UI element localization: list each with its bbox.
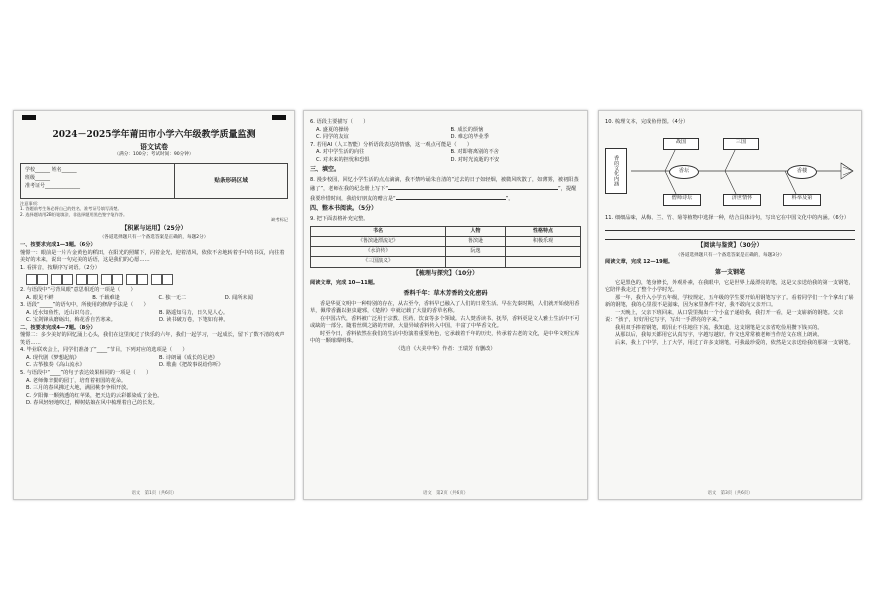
answer-line[interactable] bbox=[605, 223, 855, 231]
student-info-box bbox=[20, 163, 288, 199]
section-note: （各道选择题只有一个备选答案是正确的，每题3分） bbox=[675, 252, 785, 258]
barcode-area: 贴条形码区域 bbox=[174, 164, 287, 198]
student-info-fields: 学校______ 姓名______ 班级______ 准考证号______________ bbox=[25, 166, 81, 189]
option[interactable]: D. 读书破万卷，下笔如有神。 bbox=[159, 317, 229, 324]
book-table bbox=[310, 226, 581, 268]
question-4: 4. 毕业联欢会上，同学们准备了“____”节目，下列对应的选项是（ ） bbox=[20, 347, 188, 354]
section-heading: 【梳理与探究】（10分） bbox=[412, 269, 479, 277]
exam-number-label: 准考证号 bbox=[25, 182, 46, 189]
table-header: 性格特点 bbox=[505, 226, 580, 236]
question-7: 7. 若用AI（人工智能）分析语段表达的情感，这一观点可能是（ ） bbox=[310, 141, 473, 148]
article-title: 香料千年：草木芳香的文化密码 bbox=[403, 289, 488, 297]
table-header: 人物 bbox=[445, 226, 505, 236]
article-title: 第一支钢笔 bbox=[714, 268, 745, 276]
option[interactable]: D. 闻所未闻 bbox=[224, 294, 253, 301]
table-row bbox=[311, 257, 581, 267]
question-6: 6. 语段主要描写（ ） bbox=[310, 119, 369, 125]
question-8 bbox=[310, 177, 581, 204]
option[interactable]: B. 成长的烦恼 bbox=[450, 126, 484, 133]
option[interactable]: A. 眼见不鲜 bbox=[26, 294, 54, 301]
option[interactable]: D. 春风轻轻地吹过，柳树姑娘在风中梳理着自己的长发。 bbox=[26, 400, 158, 407]
option[interactable]: C. 对未来的担忧和恐惧 bbox=[316, 156, 370, 163]
option[interactable]: B. 路遥知马力，日久见人心。 bbox=[159, 309, 229, 316]
exam-page-3 bbox=[598, 110, 862, 500]
question-8-text: ”。 bbox=[505, 195, 514, 202]
option[interactable]: B. 千载难逢 bbox=[92, 294, 120, 301]
option[interactable]: A. 老师像辛勤的园丁，培育着祖国的花朵。 bbox=[26, 377, 127, 384]
table-cell[interactable] bbox=[505, 247, 580, 257]
fishbone-node: 僧师诗坛 bbox=[663, 194, 701, 206]
option[interactable]: B. 诗朗诵《成长的足迹》 bbox=[159, 354, 218, 361]
option[interactable]: C. 宝剑锋从磨砺出，梅花香自苦寒来。 bbox=[26, 317, 116, 324]
article-paragraph: 它是黑色的，笔身修长，外观朴素，在我眼中，它是世界上最漂亮的笔，这是父亲送给我的第一支钢笔，它陪伴我走过了整个小学时光。 bbox=[605, 279, 854, 294]
passage: 憧憬二：多少美好的回忆涌上心头，我们在这里度过了快乐的六年，我们一起学习，一起成长，留下了数不清的欢声笑语…… bbox=[20, 332, 285, 346]
table-header: 书名 bbox=[311, 226, 446, 236]
exam-page-2 bbox=[303, 110, 588, 500]
reading-intro: 阅读文章，完成 10—11题。 bbox=[310, 280, 379, 287]
option[interactable]: D. 对时光流逝的不安 bbox=[450, 156, 500, 163]
q6-options bbox=[310, 127, 581, 142]
question-group-heading: 一、按要求完成1—3题。（6分） bbox=[20, 242, 96, 248]
question-2: 2. 与语段中“弓背凤眼”意思相近的一项是（ ） bbox=[20, 287, 136, 294]
passage: 憧憬一：眼前是一片片金黄色的稻田，在阳光的照耀下，闪着金光，迎着清风，依依不舍地转着手中的书页，向往着美好的未来，说出一句完美的话语，这是我们的心愿…… bbox=[20, 249, 285, 264]
option[interactable]: B. 三月的春风拂过大地，满园桃李争相开放。 bbox=[26, 385, 132, 392]
article-paragraph: 时至今日，香料依然在我们的生活中扮演着重要角色，它承载着千年的历史，传承着古老的文化，是中华文明宝库中的一颗璀璨明珠。 bbox=[310, 330, 580, 345]
section-heading: 【阅读与鉴赏】（30分） bbox=[697, 242, 763, 250]
article-paragraph: 那一年，我升入小学五年级，学校规定，五年级的学生要开始用钢笔写字了。看着同学们一个个拿出了崭新的钢笔，我的心里很不是滋味，因为家里条件不好，我不敢向父亲开口。 bbox=[605, 294, 854, 309]
writing-grid[interactable] bbox=[26, 274, 288, 285]
article-source: （选自《大美中华》作者：王瑞芳 有删改） bbox=[395, 345, 496, 352]
article-paragraph: 从那以后，我每天都用它认真写字，字越写越好，作文也常常被老师当作范文在班上朗读。 bbox=[615, 332, 823, 339]
article-paragraph: 在中国古代，香料被广泛用于宗教、医药、饮食等多个领域。古人焚香读书、抚琴，香料更是文人雅士生活中不可或缺的一部分。随着丝绸之路的开辟，大量异域香料传入中国，丰富了中华香文化。 bbox=[310, 315, 580, 330]
question-8-text: 8. 漫步校园，回忆小学生活的点点滴滴，我不禁吟诵朱自清的“过去的日子如轻烟，被微风吹散了，如薄雾，被初阳蒸融了”，老师在我的纪念册上写下“ bbox=[310, 176, 579, 193]
table-row bbox=[311, 247, 581, 257]
table-cell[interactable] bbox=[505, 257, 580, 267]
table-row bbox=[311, 236, 581, 246]
option[interactable]: A. 现代剧《梦想起航》 bbox=[26, 354, 80, 361]
question-group-heading: 三、填空。 bbox=[310, 166, 341, 174]
school-label: 学校 bbox=[25, 166, 36, 173]
exam-title: 2024－2025学年莆田市小学六年级教学质量监测 bbox=[52, 130, 256, 140]
answer-blank[interactable] bbox=[388, 184, 558, 190]
notes-block bbox=[20, 201, 288, 223]
section-heading: 【积累与运用】（25分） bbox=[121, 224, 187, 232]
option[interactable]: A. 近水知鱼性，近山识鸟音。 bbox=[26, 309, 96, 316]
missing-mark: 缺考标记 bbox=[271, 217, 288, 223]
notes-line: 1. 答题前考生务必将自己的姓名、准考证号填写清楚。 bbox=[20, 206, 122, 212]
answer-line[interactable] bbox=[605, 232, 855, 240]
fishbone-node: 香坛 bbox=[669, 165, 699, 179]
section-note: （各道选择题只有一个备选答案是正确的，每题2分） bbox=[99, 235, 209, 241]
fishbone-node: 战国 bbox=[663, 138, 699, 150]
question-8-text: ”，提醒我要珍惜时间，我给好朋友的赠言是“ bbox=[310, 186, 577, 202]
option[interactable]: B. 对即将离别的不舍 bbox=[450, 149, 499, 156]
option[interactable]: C. 独一无二 bbox=[158, 294, 187, 301]
option[interactable]: C. 古筝独奏《高山流水》 bbox=[26, 362, 85, 369]
table-cell: 阮逸 bbox=[445, 247, 505, 257]
table-cell: 《水浒传》 bbox=[311, 247, 446, 257]
exam-subject: 语文试卷 bbox=[140, 143, 168, 152]
fishbone-node: 济世情怀 bbox=[723, 194, 761, 206]
option[interactable]: D. 难忘的毕业季 bbox=[450, 134, 489, 141]
table-cell: 《三国演义》 bbox=[311, 257, 446, 267]
q3-options bbox=[20, 310, 288, 325]
option[interactable]: C. 夕阳像一颗熟透的红苹果，把天边的云彩都染成了金色。 bbox=[26, 392, 163, 399]
question-10: 10. 梳理文本，完成鱼骨图。（4分） bbox=[605, 119, 689, 125]
q7-options bbox=[310, 149, 581, 164]
fishbone-node: 科举及第 bbox=[783, 194, 821, 206]
q5-options bbox=[20, 378, 288, 408]
fishbone-node: 三国 bbox=[723, 138, 759, 150]
exam-page-1 bbox=[13, 110, 295, 500]
page-footer: 语文 第3页（共6页） bbox=[707, 491, 753, 496]
option[interactable]: A. 盛夏的操场 bbox=[316, 126, 349, 133]
reading-intro: 阅读文章，完成 12—19题。 bbox=[605, 259, 674, 266]
question-1: 1. 看拼音，按顺序写词语。（2分） bbox=[20, 264, 100, 271]
question-group-heading: 二、按要求完成4—7题。（8分） bbox=[20, 324, 96, 331]
question-11: 11. 细细品味，从梅、兰、竹、菊等植物中选择一种，结合具体诗句，写出它在中国文化中的内涵。（6分） bbox=[605, 214, 850, 221]
table-cell: 《鲁滨逊漂流记》 bbox=[311, 236, 446, 246]
option[interactable]: C. 同学的友谊 bbox=[316, 134, 349, 141]
exam-note: （满分：100分；考试时间：90分钟） bbox=[114, 152, 194, 158]
table-cell: 积极乐观 bbox=[505, 236, 580, 246]
question-9: 9. 把下面表格补充完整。 bbox=[310, 216, 369, 223]
notes-line: 2. 选择题请用2B铅笔填涂，非选择题用黑色签字笔作答。 bbox=[20, 211, 128, 217]
answer-blank[interactable] bbox=[396, 194, 506, 200]
fishbone-node: 香楼 bbox=[787, 165, 817, 179]
fishbone-diagram bbox=[605, 130, 855, 212]
fishbone-head: 香的文化内涵 bbox=[605, 148, 627, 194]
option[interactable]: D. 歌曲《把故事说给你听》 bbox=[159, 362, 224, 369]
article-paragraph: 我用双手捧着钢笔，眼泪止不住地往下流，我知道，这支钢笔是父亲省吃俭用攒下钱买的。 bbox=[615, 324, 823, 331]
article-paragraph: 后来，我上了中学，上了大学，用过了许多支钢笔，可我最珍爱的，依然是父亲送给我的那第一支钢笔。 bbox=[615, 339, 854, 346]
option[interactable]: A. 对中学生活的向往 bbox=[316, 149, 365, 156]
page-footer: 语文 第2页（共6页） bbox=[422, 491, 469, 496]
notes-line: 注意事项： bbox=[20, 200, 41, 206]
class-label: 班级 bbox=[25, 174, 36, 181]
table-cell[interactable] bbox=[445, 257, 505, 267]
question-3: 3. 语段“_____”的语句中，所使用的修辞手法是（ ） bbox=[20, 302, 149, 309]
table-cell: 鲁滨逊 bbox=[445, 236, 505, 246]
question-5: 5. 与语段中“____”的句子表达效果相同的一项是（ ） bbox=[20, 369, 152, 376]
question-group-heading: 四、整本书阅读。（5分） bbox=[310, 205, 378, 213]
article-paragraph: 一天晚上，父亲下班回来，从口袋里掏出一个小盒子递给我，我打开一看，是一支崭新的钢笔。父亲说：“孩子，好好用它写字，写出一手漂亮的字来。” bbox=[605, 309, 844, 324]
q4-options bbox=[20, 355, 288, 370]
page-footer: 语文 第1页（共6页） bbox=[131, 491, 177, 496]
name-label: 姓名 bbox=[51, 166, 62, 173]
article-paragraph: 香是华夏文明中一种特别的存在，从古至今，香料早已融入了人们的日常生活。早在先秦时期，人们就开始使用香草，佩带香囊以驱虫避邪，《楚辞》中就记载了大量的香草名称。 bbox=[310, 300, 580, 315]
